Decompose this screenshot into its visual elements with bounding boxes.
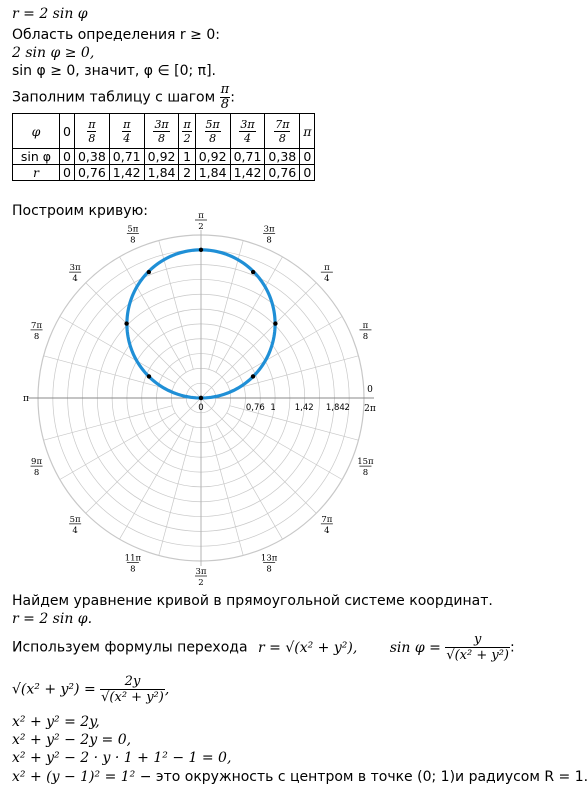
angle-label-denominator: 4 [324,274,330,285]
angle-label-numerator: 15π [357,457,374,468]
build-caption: Построим кривую: [12,203,148,219]
grid-spoke [60,413,175,480]
derivation-line-6: x² + y² − 2y = 0, [12,732,132,748]
table-caption: Заполним таблицу с шагом $\frac{\pi}{8}$ : [12,82,235,112]
radial-tick-label: 0,76 [245,403,265,413]
row-label-phi: φ [13,114,60,149]
angle-label: 2π [364,404,376,414]
angle-label-denominator: 8 [130,564,136,575]
sin-value-cell: 0,92 [144,149,179,165]
derivation-line-3: Используем формулы перехода r = √(x² + y²), sin φ = $\frac{y}{\text{√(x² + y²)}}$ : [12,632,515,663]
sin-value-cell: 0,71 [230,149,265,165]
grid-spoke [209,427,244,556]
data-point [251,270,255,274]
angle-label-numerator: π [198,211,204,221]
grid-spoke [86,398,204,513]
curve-equation: r = 2 sin φ [12,6,88,22]
derivation-line-8: x² + (y − 1)² = 1² − это окружность с центром в точке (0; 1)и радиусом R = 1. [12,769,588,785]
table-row-sin [13,149,315,165]
phi-header-cell: $\frac{\pi}{4}$ [109,114,144,149]
r-value-cell: 0 [300,165,315,181]
data-point [147,374,151,378]
grid-spoke [60,317,175,384]
r-value-cell: 1,42 [230,165,265,181]
phi-header-cell: $\frac{\pi}{2}$ [179,114,195,149]
r-value-cell: 1,84 [144,165,179,181]
values-table [12,113,315,181]
angle-label-numerator: 9π [31,457,43,468]
sin-value-cell: 1 [179,149,195,165]
table-row-phi [13,114,315,149]
r-value-cell: 0,76 [74,165,109,181]
angle-label-numerator: 7π [31,320,43,331]
sin-value-cell: 0,71 [109,149,144,165]
row-label-r: r [13,165,60,181]
sin-value-cell: 0,92 [195,149,230,165]
phi-header-cell: $\frac{3\pi}{8}$ [144,114,179,149]
derivation-line-1: Найдем уравнение кривой в прямоугольной системе координат. [12,593,493,609]
grid-spoke [201,283,316,398]
angle-label-numerator: 11π [124,553,142,564]
sin-value-cell: 0 [300,149,315,165]
derivation-line-2: r = 2 sin φ. [12,611,93,627]
angle-label-numerator: 5π [69,514,81,525]
angle-label-denominator: 8 [362,468,369,479]
domain-condition-2: sin φ ≥ 0, значит, φ ∈ [0; π]. [12,63,216,79]
angle-label-denominator: 2 [198,222,204,232]
angle-label-numerator: 7π [321,514,333,525]
phi-header-cell: $\frac{\pi}{8}$ [74,114,109,149]
angle-label-numerator: 3π [69,263,81,274]
grid-spoke [227,413,342,480]
grid-spoke [86,283,201,398]
grid-spoke [44,406,173,441]
phi-header-cell: $\frac{5\pi}{8}$ [195,114,230,149]
data-point [199,396,203,400]
phi-header-cell: $\frac{3\pi}{4}$ [230,114,265,149]
grid-spoke [216,257,283,372]
table-caption-text: Заполним таблицу с шагом [12,89,216,106]
r-value-cell: 0,76 [265,165,300,181]
angle-label: 0 [367,385,373,395]
grid-spoke [227,317,342,384]
angle-label-numerator: 13π [260,553,278,564]
angle-label-numerator: 3π [195,567,207,577]
angle-label-numerator: 3π [263,224,275,235]
phi-header-cell: $\frac{7\pi}{8}$ [265,114,300,149]
table-row-r [13,165,315,181]
r-value-cell: 1,84 [195,165,230,181]
r-value-cell: 1,42 [109,165,144,181]
phi-header-cell: 0 [60,114,75,149]
radial-tick-label: 0 [198,403,204,413]
angle-label-denominator: 8 [266,564,272,575]
angle-label-numerator: 5π [127,224,139,235]
angle-label-denominator: 8 [33,331,40,342]
radial-tick-label: 2 [344,403,350,413]
angle-label-denominator: 2 [198,578,204,588]
domain-label: Область определения r ≥ 0: [12,27,220,43]
grid-spoke [216,424,283,539]
data-point [124,321,128,325]
angle-label: π [23,394,29,404]
angle-label-denominator: 4 [72,525,78,536]
r-value-cell: 2 [179,165,195,181]
derivation-line-7: x² + y² − 2 · y · 1 + 1² − 1 = 0, [12,750,232,766]
derivation-line-5: x² + y² = 2y, [12,714,100,730]
r-value-cell: 0 [60,165,75,181]
rhs-fraction: $\frac{2y}{\text{√(x² + y²)}}$ [101,674,164,705]
data-point [273,321,277,325]
angle-label-numerator: π [324,263,330,274]
radial-tick-label: 1,42 [294,403,314,413]
data-point [147,270,151,274]
angle-label-denominator: 4 [72,274,78,285]
derivation-line-4: √(x² + y²) = $\frac{2y}{\text{√(x² + y²)}}$ , [12,674,170,705]
angle-label-denominator: 4 [324,525,330,536]
grid-spoke [201,398,316,513]
radial-tick-label: 1,84 [325,403,345,413]
grid-spoke [120,424,187,539]
phi-header-cell: π [300,114,315,149]
angle-label-denominator: 8 [130,235,136,246]
grid-spoke [120,257,187,372]
sin-formula-fraction: $\frac{y}{\text{√(x² + y²)}}$ [446,632,509,663]
angle-label-denominator: 8 [266,235,272,246]
data-point [199,248,203,252]
domain-condition-1: 2 sin φ ≥ 0, [12,45,95,61]
sin-value-cell: 0 [60,149,75,165]
angle-label-numerator: π [362,320,369,331]
grid-spoke [230,356,359,391]
grid-spoke [44,356,173,391]
step-fraction: $\frac{\pi}{8}$ [220,82,230,112]
data-point [251,374,255,378]
angle-label-denominator: 8 [362,331,369,342]
radial-tick-label: 1 [270,403,276,413]
angle-label-denominator: 8 [33,468,40,479]
sin-value-cell: 0,38 [265,149,300,165]
sin-value-cell: 0,38 [74,149,109,165]
row-label-sin: sin φ [13,149,60,165]
grid-spoke [159,427,194,556]
